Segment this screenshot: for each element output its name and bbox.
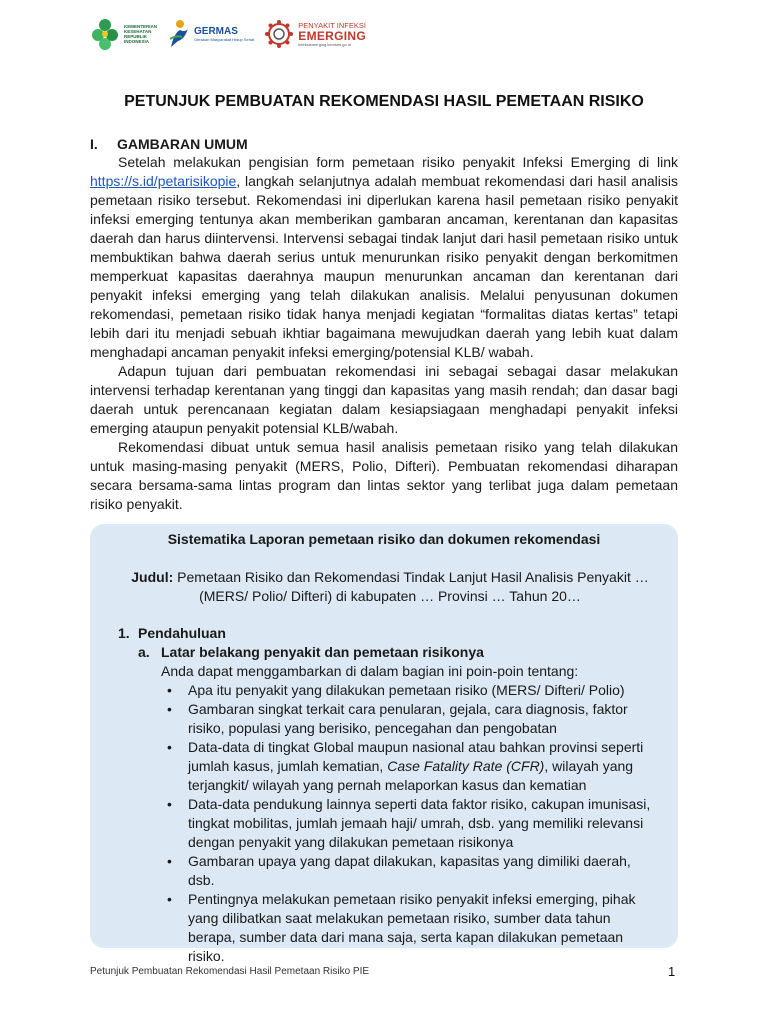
bullet-item: • Gambaran singkat terkait cara penularan, gejala, cara diagnosis, faktor risiko, populasi yang berisiko, pencegahan dan pengobatan	[161, 700, 658, 738]
paragraph-1-start: Setelah melakukan pengisian form pemetaan risiko penyakit Infeksi Emerging di link	[118, 154, 678, 170]
bullet-item: • Pentingnya melakukan pemetaan risiko penyakit infeksi emerging, pihak yang dilibatkan saat melakukan pemetaan risiko, sumber data tahun berapa, sumber data dari mana saja, serta kapan dilakukan pemetaan risiko.	[161, 890, 658, 966]
page-number: 1	[668, 964, 676, 979]
bullet-3-italic: Case Fatality Rate (CFR)	[387, 758, 545, 774]
bullet-item: • Data-data pendukung lainnya seperti data faktor risiko, cakupan imunisasi, tingkat mobilitas, jumlah jemaah haji/ umrah, dsb. yang memiliki relevansi dengan penyakit yang dilakukan pemetaan risikonya	[161, 795, 658, 852]
footer-text: Petunjuk Pembuatan Rekomendasi Hasil Pemetaan Risiko PIE	[90, 966, 370, 977]
bullet-3-start: Data-data di tingkat Global maupun nasional atau bahkan provinsi seperti jumlah kasus, jumlah kematian,	[188, 739, 644, 774]
header-logos	[90, 12, 366, 56]
outline-list	[118, 624, 658, 966]
section-heading-text: GAMBARAN UMUM	[117, 136, 248, 152]
bullet-list	[161, 681, 658, 966]
outline-item-1	[118, 624, 658, 643]
paragraph-1-rest: , langkah selanjutnya adalah membuat rekomendasi dari hasil analisis pemetaan risiko tersebut. Rekomendasi ini diperlukan karena hasil pemetaan risiko penyakit infeksi emerging tentunya akan memberikan gambaran ancaman, kerentanan dan kapasitas daerah dan harus diintervensi. Intervensi sebagai tindak lanjut dari hasil pemetaan risiko untuk membuktikan bahwa daerah serius untuk menurunkan risiko penyakit dengan berkomitmen memperkuat kapasitas daerahnya maupun menurunkan ancaman dan kerentanan dari penyakit infeksi emerging yang telah dilakukan analisis. Melalui penyusunan dokumen rekomendasi, pemetaan risiko tidak hanya menjadi kegiatan “formalitas diatas kertas” tetapi lebih dari itu menjadi sebuah ikhtiar bagaimana mewujudkan daerah yang lebih kuat dalam menghadapi ancaman penyakit infeksi emerging/potensial KLB/ wabah.	[90, 173, 678, 360]
judul-label: Judul:	[131, 569, 174, 585]
kemenkes-emblem-icon	[90, 17, 120, 51]
germas-figure-icon	[168, 19, 190, 49]
judul-text: Pemetaan Risiko dan Rekomendasi Tindak Lanjut Hasil Analisis Penyakit … (MERS/ Polio/ Difteri) di kabupaten … Provinsi … Tahun 20…	[173, 569, 649, 604]
box-title: Sistematika Laporan pemetaan risiko dan dokumen rekomendasi	[167, 531, 601, 547]
bullet-item: • Gambaran upaya yang dapat dilakukan, kapasitas yang dimiliki daerah, dsb.	[161, 852, 658, 890]
pie-logo-url: infeksiemerging.kemkes.go.id	[298, 41, 351, 47]
systematics-box	[90, 524, 678, 964]
pie-logo	[264, 19, 366, 49]
paragraph-2: Adapun tujuan dari pembuatan rekomendasi ini sebagai sebagai dasar melakukan intervensi terhadap kerentanan yang tinggi dan kapasitas yang masih rendah; dan dasar bagi daerah untuk perencanaan kegiatan dalam kesiapsiagaan menghadapi penyakit infeksi emerging ataupun penyakit potensial KLB/wabah.	[90, 363, 678, 436]
outline-item-1a-label: Latar belakang penyakit dan pemetaan risikonya	[161, 644, 484, 660]
germas-name: GERMAS	[194, 25, 238, 37]
outline-intro: Anda dapat menggambarkan di dalam bagian ini poin-poin tentang:	[161, 663, 579, 679]
outline-item-1-number: 1.	[118, 625, 130, 641]
section-heading	[90, 135, 678, 153]
paragraph-1	[90, 153, 678, 362]
bullet-item	[161, 738, 658, 795]
kemenkes-logo	[90, 17, 158, 51]
pie-logo-top: PENYAKIT INFEKSI	[298, 20, 366, 30]
bullet-item: • Apa itu penyakit yang dilakukan pemetaan risiko (MERS/ Difteri/ Polio)	[161, 681, 658, 700]
outline-item-1-label: Pendahuluan	[138, 625, 226, 641]
document-title: PETUNJUK PEMBUATAN REKOMENDASI HASIL PEMETAAN RISIKO	[124, 93, 644, 110]
pie-logo-main: EMERGING	[298, 28, 367, 43]
judul-line	[120, 568, 660, 606]
bullet-3-rest: , wilayah yang terjangkit/ wilayah yang pernah melaporkan kasus dan kematian	[188, 758, 634, 793]
section-gambaran-umum	[90, 135, 678, 514]
germas-logo	[168, 19, 254, 49]
outline-item-1a	[138, 643, 658, 662]
paragraph-3: Rekomendasi dibuat untuk semua hasil analisis pemetaan risiko yang telah dilakukan untuk masing-masing penyakit (MERS, Polio, Difteri). Pembuatan rekomendasi diharapan secara bersama-sama lintas program dan lintas sektor yang terlibat juga dalam pemetaan risiko penyakit.	[90, 439, 678, 512]
virus-globe-icon	[264, 19, 294, 49]
germas-tagline: Gerakan Masyarakat Hidup Sehat	[194, 36, 255, 42]
petarisiko-link[interactable]: https://s.id/petarisikopie	[90, 173, 237, 189]
section-number: I.	[90, 136, 98, 152]
kemenkes-logo-text: KEMENTERIAN KESEHATAN REPUBLIK INDONESIA	[124, 24, 158, 44]
outline-item-1a-number: a.	[138, 644, 150, 660]
